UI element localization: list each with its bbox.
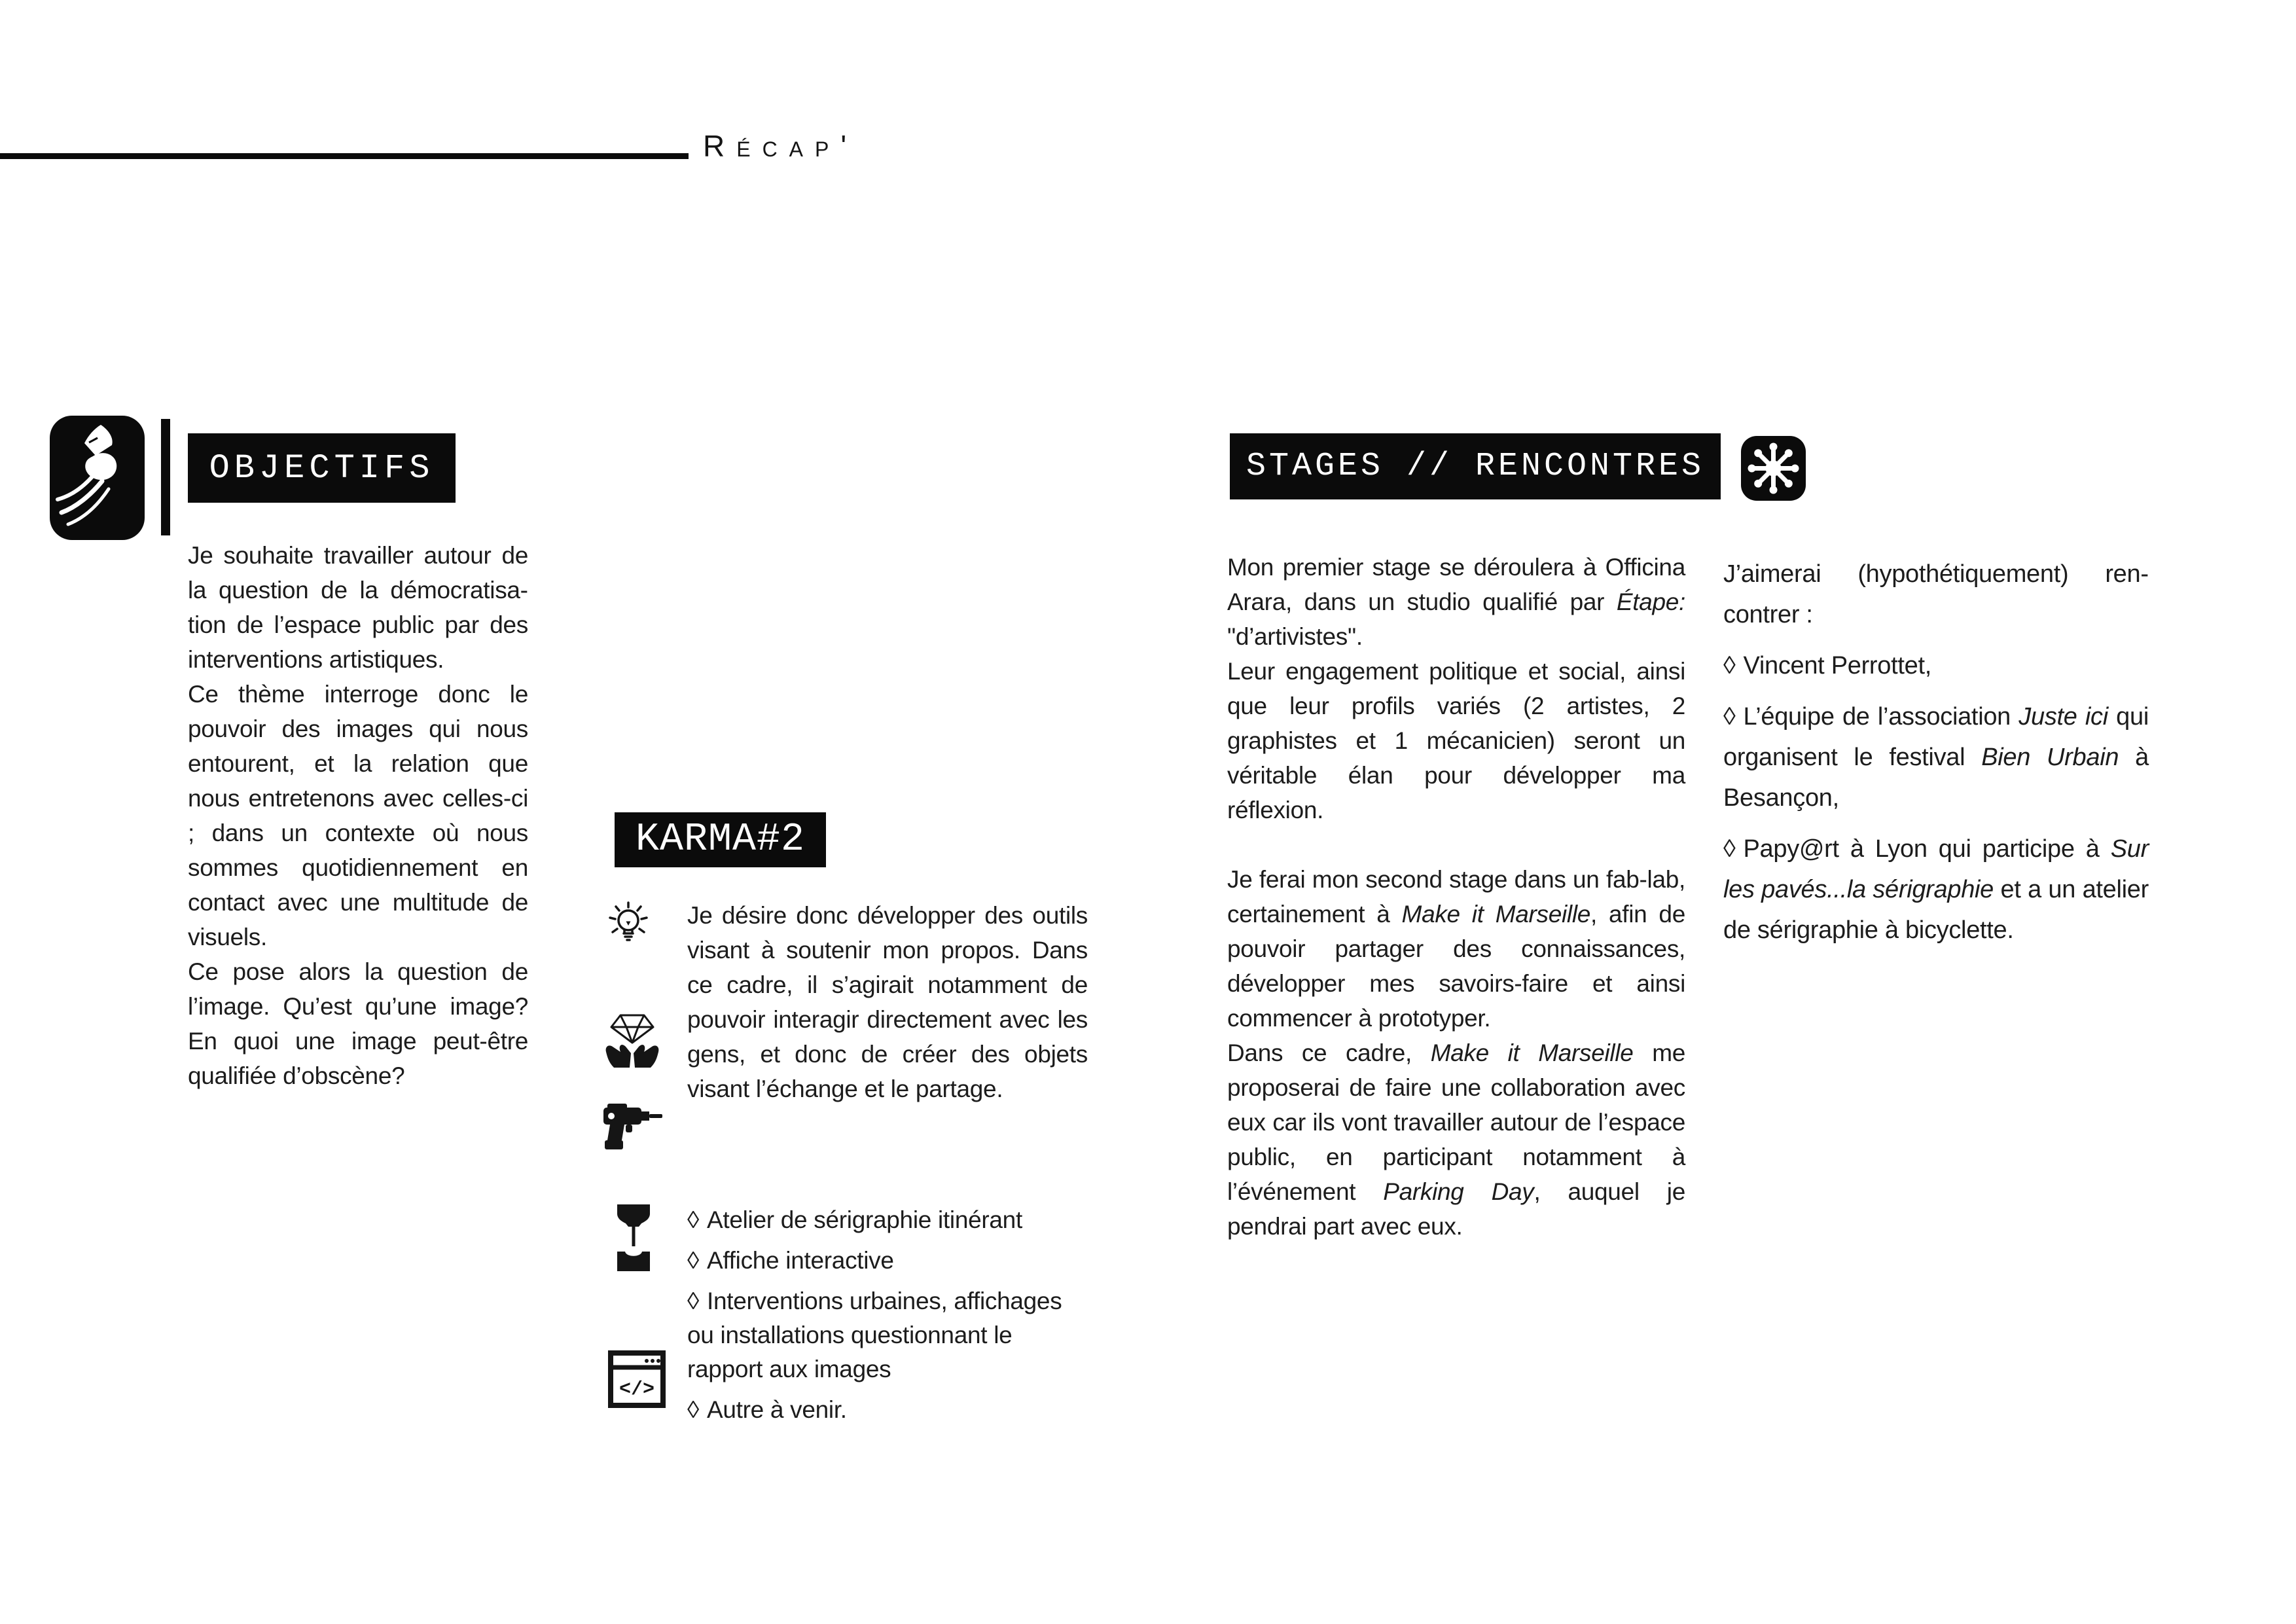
objectifs-header: OBJECTIFS	[188, 433, 456, 503]
list-item	[687, 1203, 1088, 1237]
paragraph: Ce pose alors la question de l’image. Qu’est qu’une image? En quoi une image peut-être qualifiée d’obscène?	[188, 958, 528, 1089]
asterisk-icon	[1741, 436, 1806, 501]
list-item-label: Affiche interactive	[706, 1247, 894, 1274]
paragraph: Ce thème interroge donc le pouvoir des images qui nous entourent, et la relation que nous entretenons avec celles-ci ; dans un contexte où nous sommes quotidiennement en contact avec une multitude de visuels.	[188, 681, 528, 950]
list-item-label: Interventions urbaines, affichages ou installations questionnant le rapport aux images	[687, 1288, 1062, 1382]
stages-column-1	[1227, 550, 1685, 1244]
recap-label: Récap'	[703, 129, 859, 163]
paragraph: Leur engagement politique et social, ainsi que leur profils variés (2 artistes, 2 graphistes et 1 mécanicien) seront un véritable élan pour développer ma réflexion.	[1227, 658, 1685, 823]
diamond-bullet-icon: ◊	[687, 1247, 699, 1274]
diamond-bullet-icon: ◊	[687, 1396, 699, 1423]
diamond-bullet-icon: ◊	[687, 1288, 699, 1314]
vertical-divider	[161, 419, 170, 535]
karma-header: KARMA#2	[615, 812, 826, 867]
lightbulb-icon	[607, 899, 649, 947]
stages-column-2	[1723, 554, 2149, 950]
objectifs-body	[188, 538, 528, 1093]
stages-intro: J’aimerai (hypothétiquement) rencontrer :	[1723, 560, 2149, 628]
paragraph: Je désire donc développer des outils visant à soutenir mon propos. Dans ce cadre, il s’agirait notamment de pouvoir interagir directement avec les gens, et donc de créer des objets visant l’échange et le partage.	[687, 902, 1088, 1102]
list-item	[687, 1284, 1088, 1386]
code-glyph: </>	[619, 1379, 655, 1401]
cnc-press-icon	[615, 1203, 652, 1274]
list-item-label: Autre à venir.	[706, 1396, 847, 1423]
code-window-icon	[607, 1350, 666, 1409]
list-item-label: Atelier de sérigraphie itinérant	[706, 1206, 1022, 1233]
diamond-bullet-icon: ◊	[1723, 652, 1736, 679]
paragraph: Je ferai mon second stage dans un fab-lab, certainement à Make it Marseille, afin de pouvoir partager des connaissances, développer mes savoirs-faire et ainsi commencer à prototyper.	[1227, 866, 1685, 1032]
list-item-label: Papy@rt à Lyon qui participe à Sur les pavés...la sérigraphie et a un atelier de sérigraphie à bicyclette.	[1723, 835, 2149, 944]
karma-list	[687, 1203, 1088, 1427]
list-item	[687, 1244, 1088, 1278]
list-item	[1723, 829, 2149, 950]
diamond-bullet-icon: ◊	[1723, 703, 1736, 731]
paragraph: Je souhaite travailler autour de la question de la démocratisation de l’espace public par des interventions artistiques.	[188, 542, 528, 673]
karma-body	[687, 898, 1088, 1106]
cat-comet-icon	[50, 416, 145, 540]
list-item-label: Vincent Perrottet,	[1743, 652, 1931, 679]
list-item	[1723, 696, 2149, 818]
list-item	[687, 1393, 1088, 1427]
drill-icon	[602, 1097, 664, 1155]
list-item-label: L’équipe de l’association Juste ici qui organisent le festival Bien Urbain à Besançon,	[1723, 703, 2149, 812]
paragraph: Mon premier stage se déroulera à Officina Arara, dans un studio qualifié par Étape: "d’artivistes".	[1227, 554, 1685, 650]
diamond-bullet-icon: ◊	[1723, 835, 1736, 863]
stages-header: STAGES // RENCONTRES	[1230, 433, 1721, 499]
paragraph: Dans ce cadre, Make it Marseille me proposerai de faire une collaboration avec eux car ils vont travailler autour de l’espace public, en participant notamment à l’événement Parking Day, auquel je pendrai part avec eux.	[1227, 1039, 1685, 1240]
diamond-hands-icon	[605, 1010, 660, 1070]
list-item	[1723, 645, 2149, 686]
top-rule	[0, 153, 689, 159]
diamond-bullet-icon: ◊	[687, 1206, 699, 1233]
cat-comet-glyph	[50, 416, 145, 540]
